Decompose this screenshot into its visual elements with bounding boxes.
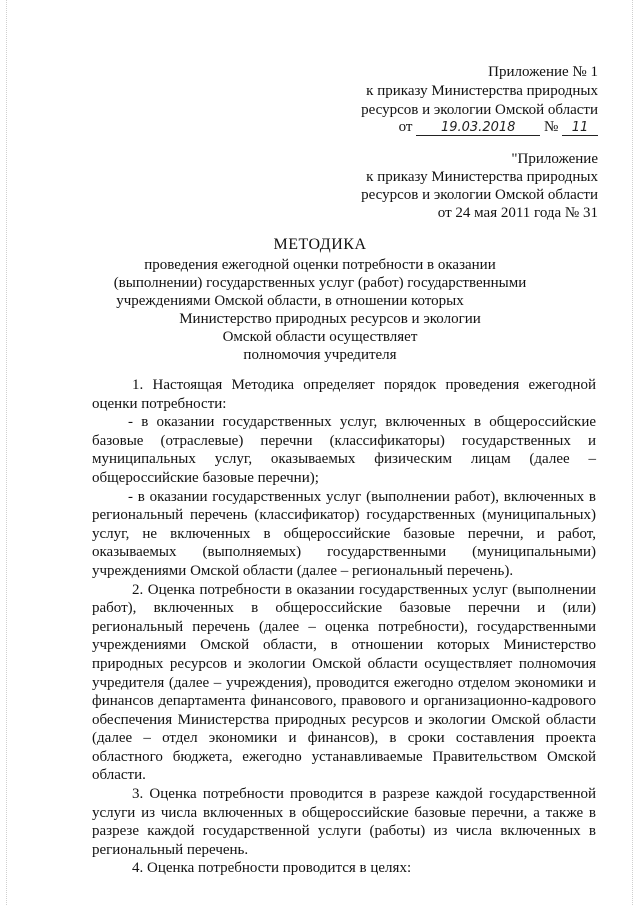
paragraph-1-item-a: - в оказании государственных услуг, включенных в общероссийские базовые (отраслевые) перечни (классификаторы) государственных и муниципальных услуг, оказываемых физическим лицам (далее – общероссийские базовые перечни); (92, 414, 596, 486)
document-title: МЕТОДИКА (273, 236, 367, 253)
title-line-5: Омской области осуществляет (222, 329, 418, 345)
appendix-date-line (399, 118, 598, 136)
appendix-line-order: к приказу Министерства природных (366, 83, 598, 99)
paragraph-1: 1. Настоящая Методика определяет порядок проведения ежегодной оценки потребности: (92, 377, 596, 412)
title-line-3: учреждениями Омской области, в отношении которых (116, 293, 464, 309)
scan-edge-right (632, 0, 634, 905)
prev-appendix-title: "Приложение (511, 151, 598, 167)
title-line-6: полномочия учредителя (243, 347, 397, 363)
appendix-title: Приложение № 1 (488, 64, 598, 80)
paragraph-2: 2. Оценка потребности в оказании государственных услуг (выполнении работ), включенных в общероссийские базовые перечни и (или) региональный перечень (далее – оценка потребности), государственными учреждениями Омской области, в отношении которых Министерство природных ресурсов и экологии Омской области осуществляет полномочия учредителя (далее – учреждения), проводится ежегодно отделом экономики и финансов департамента финансового, правового и организационно-кадрового обеспечения Министерства природных ресурсов и экологии Омской области (далее – отдел экономики и финансов), в сроки составления проекта областного бюджета, ежегодно устанавливаемые Правительством Омской области. (92, 581, 596, 784)
title-line-1: проведения ежегодной оценки потребности в оказании (144, 257, 496, 273)
paragraph-1-item-b: - в оказании государственных услуг (выполнении работ), включенных в региональный перечень (классификатор) государственных (муниципальных) услуг, не включенных в общероссийские базовые перечни, и работ, оказываемых (выполняемых) государственными (муниципальными) учреждениями Омской области (далее – региональный перечень). (92, 488, 596, 579)
handwritten-date: 19.03.2018 (416, 121, 540, 136)
paragraph-4: 4. Оценка потребности проводится в целях: (132, 860, 412, 877)
title-line-2: (выполнении) государственных услуг (работ) государственными (113, 275, 527, 291)
scan-edge-left (6, 0, 8, 905)
handwritten-number: 11 (562, 121, 598, 136)
prev-appendix-line-order: к приказу Министерства природных (366, 169, 598, 185)
number-prefix: № (543, 119, 559, 135)
paragraph-3: 3. Оценка потребности проводится в разрезе каждой государственной услуги из числа включенных в общероссийские базовые перечни, а также в разрезе каждой государственной услуги (работы) из числа включенных в региональный перечень. (92, 786, 596, 858)
appendix-line-ministry: ресурсов и экологии Омской области (361, 102, 598, 118)
date-prefix: от (398, 119, 413, 135)
prev-appendix-line-ministry: ресурсов и экологии Омской области (361, 187, 598, 203)
title-line-4: Министерство природных ресурсов и экологии (179, 311, 481, 327)
document-body (92, 376, 596, 878)
prev-appendix-date: от 24 мая 2011 года № 31 (437, 205, 598, 221)
